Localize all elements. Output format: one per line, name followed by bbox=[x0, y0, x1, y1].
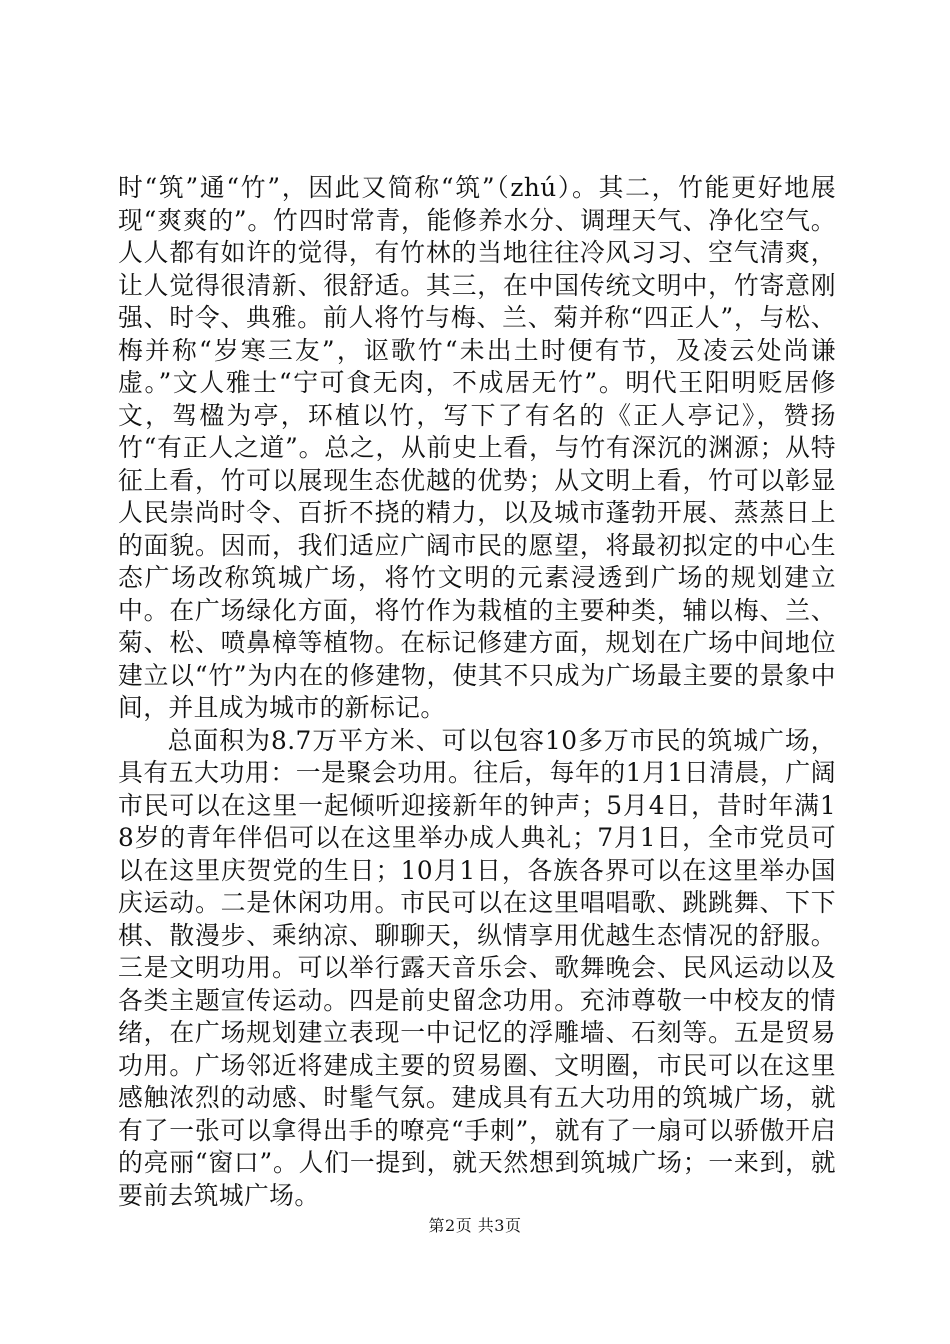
paragraph-bamboo-meaning: 时“筑”通“竹”，因此又简称“筑”（zhú）。其二，竹能更好地展现“爽爽的”。竹四时常青，能修养水分、调理天气、净化空气。人人都有如许的觉得，有竹林的当地往往冷风习习、空气清爽，让人觉得很清新、很舒适。其三，在中国传统文明中，竹寄意刚强、时令、典雅。前人将竹与梅、兰、菊并称“四正人”，与松、梅并称“岁寒三友”，讴歌竹“未出土时便有节，及凌云处尚谦虚。”文人雅士“宁可食无肉，不成居无竹”。明代王阳明贬居修文，驾楹为亭，环植以竹，写下了有名的《正人亭记》，赞扬竹“有正人之道”。总之，从前史上看，与竹有深沉的渊源；从特征上看，竹可以展现生态优越的优势；从文明上看，竹可以彰显人民崇尚时令、百折不挠的精力，以及城市蓬勃开展、蒸蒸日上的面貌。因而，我们适应广阔市民的愿望，将最初拟定的中心生态广场改称筑城广场，将竹文明的元素浸透到广场的规划建立中。在广场绿化方面，将竹作为栽植的主要种类，辅以梅、兰、菊、松、喷鼻樟等植物。在标记修建方面，规划在广场中间地位建立以“竹”为内在的修建物，使其不只成为广场最主要的景象中间，并且成为城市的新标记。 bbox=[118, 173, 836, 722]
document-body bbox=[118, 172, 836, 1212]
page-footer: 第2页 共3页 bbox=[428, 1216, 522, 1235]
paragraph-square-functions: 总面积为8.7万平方米、可以包容10多万市民的筑城广场，具有五大功用：一是聚会功用。往后，每年的1月1日清晨，广阔市民可以在这里一起倾听迎接新年的钟声；5月4日，昔时年满18岁的青年伴侣可以在这里举办成人典礼；7月1日，全市党员可以在这里庆贺党的生日；10月1日，各族各界可以在这里举办国庆运动。二是休闲功用。市民可以在这里唱唱歌、跳跳舞、下下棋、散漫步、乘纳凉、聊聊天，纵情享用优越生态情况的舒服。三是文明功用。可以举行露天音乐会、歌舞晚会、民风运动以及各类主题宣传运动。四是前史留念功用。充沛尊敬一中校友的情绪，在广场规划建立表现一中记忆的浮雕墙、石刻等。五是贸易功用。广场邻近将建成主要的贸易圈、文明圈，市民可以在这里感触浓烈的动感、时髦气氛。建成具有五大功用的筑城广场，就有了一张可以拿得出手的嘹亮“手刺”，就有了一扇可以骄傲开启的亮丽“窗口”。人们一提到，就天然想到筑城广场；一来到，就要前去筑城广场。 bbox=[118, 725, 836, 1210]
